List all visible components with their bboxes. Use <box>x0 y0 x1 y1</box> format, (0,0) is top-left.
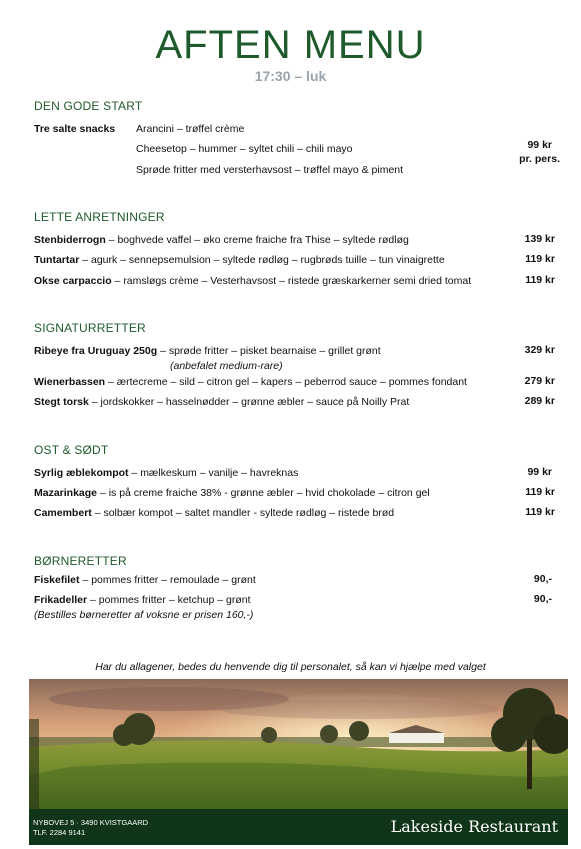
menu-item: Tuntartar – agurk – sennepsemulsion – syltede rødløg – rugbrøds tuille – tun vinaigrette <box>34 254 445 266</box>
menu-item: Frikadeller – pommes fritter – ketchup – grønt <box>34 594 251 606</box>
item-price: 289 kr <box>524 395 555 407</box>
menu-item: Mazarinkage – is på creme fraiche 38% - grønne æbler – hvid chokolade – citron gel <box>34 487 430 499</box>
snack-item: Arancini – trøffel crème <box>136 123 245 135</box>
item-note: (anbefalet medium-rare) <box>170 360 283 372</box>
allergy-note: Har du allagener, bedes du henvende dig til personalet, så kan vi hjælpe med valget <box>95 661 486 673</box>
item-price: 119 kr <box>525 486 555 498</box>
item-price: 139 kr <box>524 233 555 245</box>
menu-item: Ribeye fra Uruguay 250g – sprøde fritter – pisket bearnaise – grillet grønt <box>34 345 381 357</box>
menu-item: Camembert – solbær kompot – saltet mandler - syltede rødløg – ristede brød <box>34 507 395 519</box>
footer-address: NYBOVEJ 5 · 3490 KVISTGAARD TLF. 2284 9141 <box>33 818 149 837</box>
footer-bar <box>29 809 568 845</box>
menu-item: Wienerbassen – ærtecreme – sild – citron gel – kapers – peberrod sauce – pommes fondant <box>34 376 467 388</box>
section-title-dessert: OST & SØDT <box>34 443 109 457</box>
snack-item: Cheesetop – hummer – syltet chili – chili mayo <box>136 143 353 155</box>
menu-item: Okse carpaccio – ramsløgs crème – Vesterhavsost – ristede græskarkerner semi dried tomat <box>34 275 472 287</box>
item-price: 119 kr <box>525 274 555 286</box>
menu-item: Fiskefilet – pommes fritter – remoulade – grønt <box>34 574 256 586</box>
menu-title: AFTEN MENU <box>155 23 426 67</box>
item-price: 329 kr <box>524 344 555 356</box>
item-price: 119 kr <box>525 253 555 265</box>
opening-hours: 17:30 – luk <box>254 68 327 84</box>
menu-item: Stegt torsk – jordskokker – hasselnødder – grønne æbler – sauce på Noilly Prat <box>34 396 410 408</box>
item-price: 90,- <box>533 593 552 605</box>
golf-course-photo <box>29 679 568 809</box>
section-title-kids: BØRNERETTER <box>34 554 127 568</box>
kids-note: (Bestilles børneretter af voksne er prisen 160,-) <box>34 609 254 621</box>
item-price: 99 kr <box>527 466 552 478</box>
snacks-label: Tre salte snacks <box>34 123 116 135</box>
item-price: 90,- <box>533 573 552 585</box>
snacks-price: 99 kr <box>527 139 552 151</box>
item-price: 279 kr <box>524 375 555 387</box>
menu-item: Syrlig æblekompot – mælkeskum – vanilje – havreknas <box>34 467 299 479</box>
snack-item: Sprøde fritter med versterhavsost – trøffel mayo & piment <box>136 164 404 176</box>
menu-item: Stenbiderrogn – boghvede vaffel – øko creme fraiche fra Thise – syltede rødløg <box>34 234 409 246</box>
brand-logo: Lakeside Restaurant <box>390 817 558 836</box>
item-price: 119 kr <box>525 506 555 518</box>
snacks-price-unit: pr. pers. <box>519 153 560 165</box>
section-title-light: LETTE ANRETNINGER <box>34 210 165 224</box>
section-title-signature: SIGNATURRETTER <box>34 321 146 335</box>
section-title-start: DEN GODE START <box>34 99 143 113</box>
